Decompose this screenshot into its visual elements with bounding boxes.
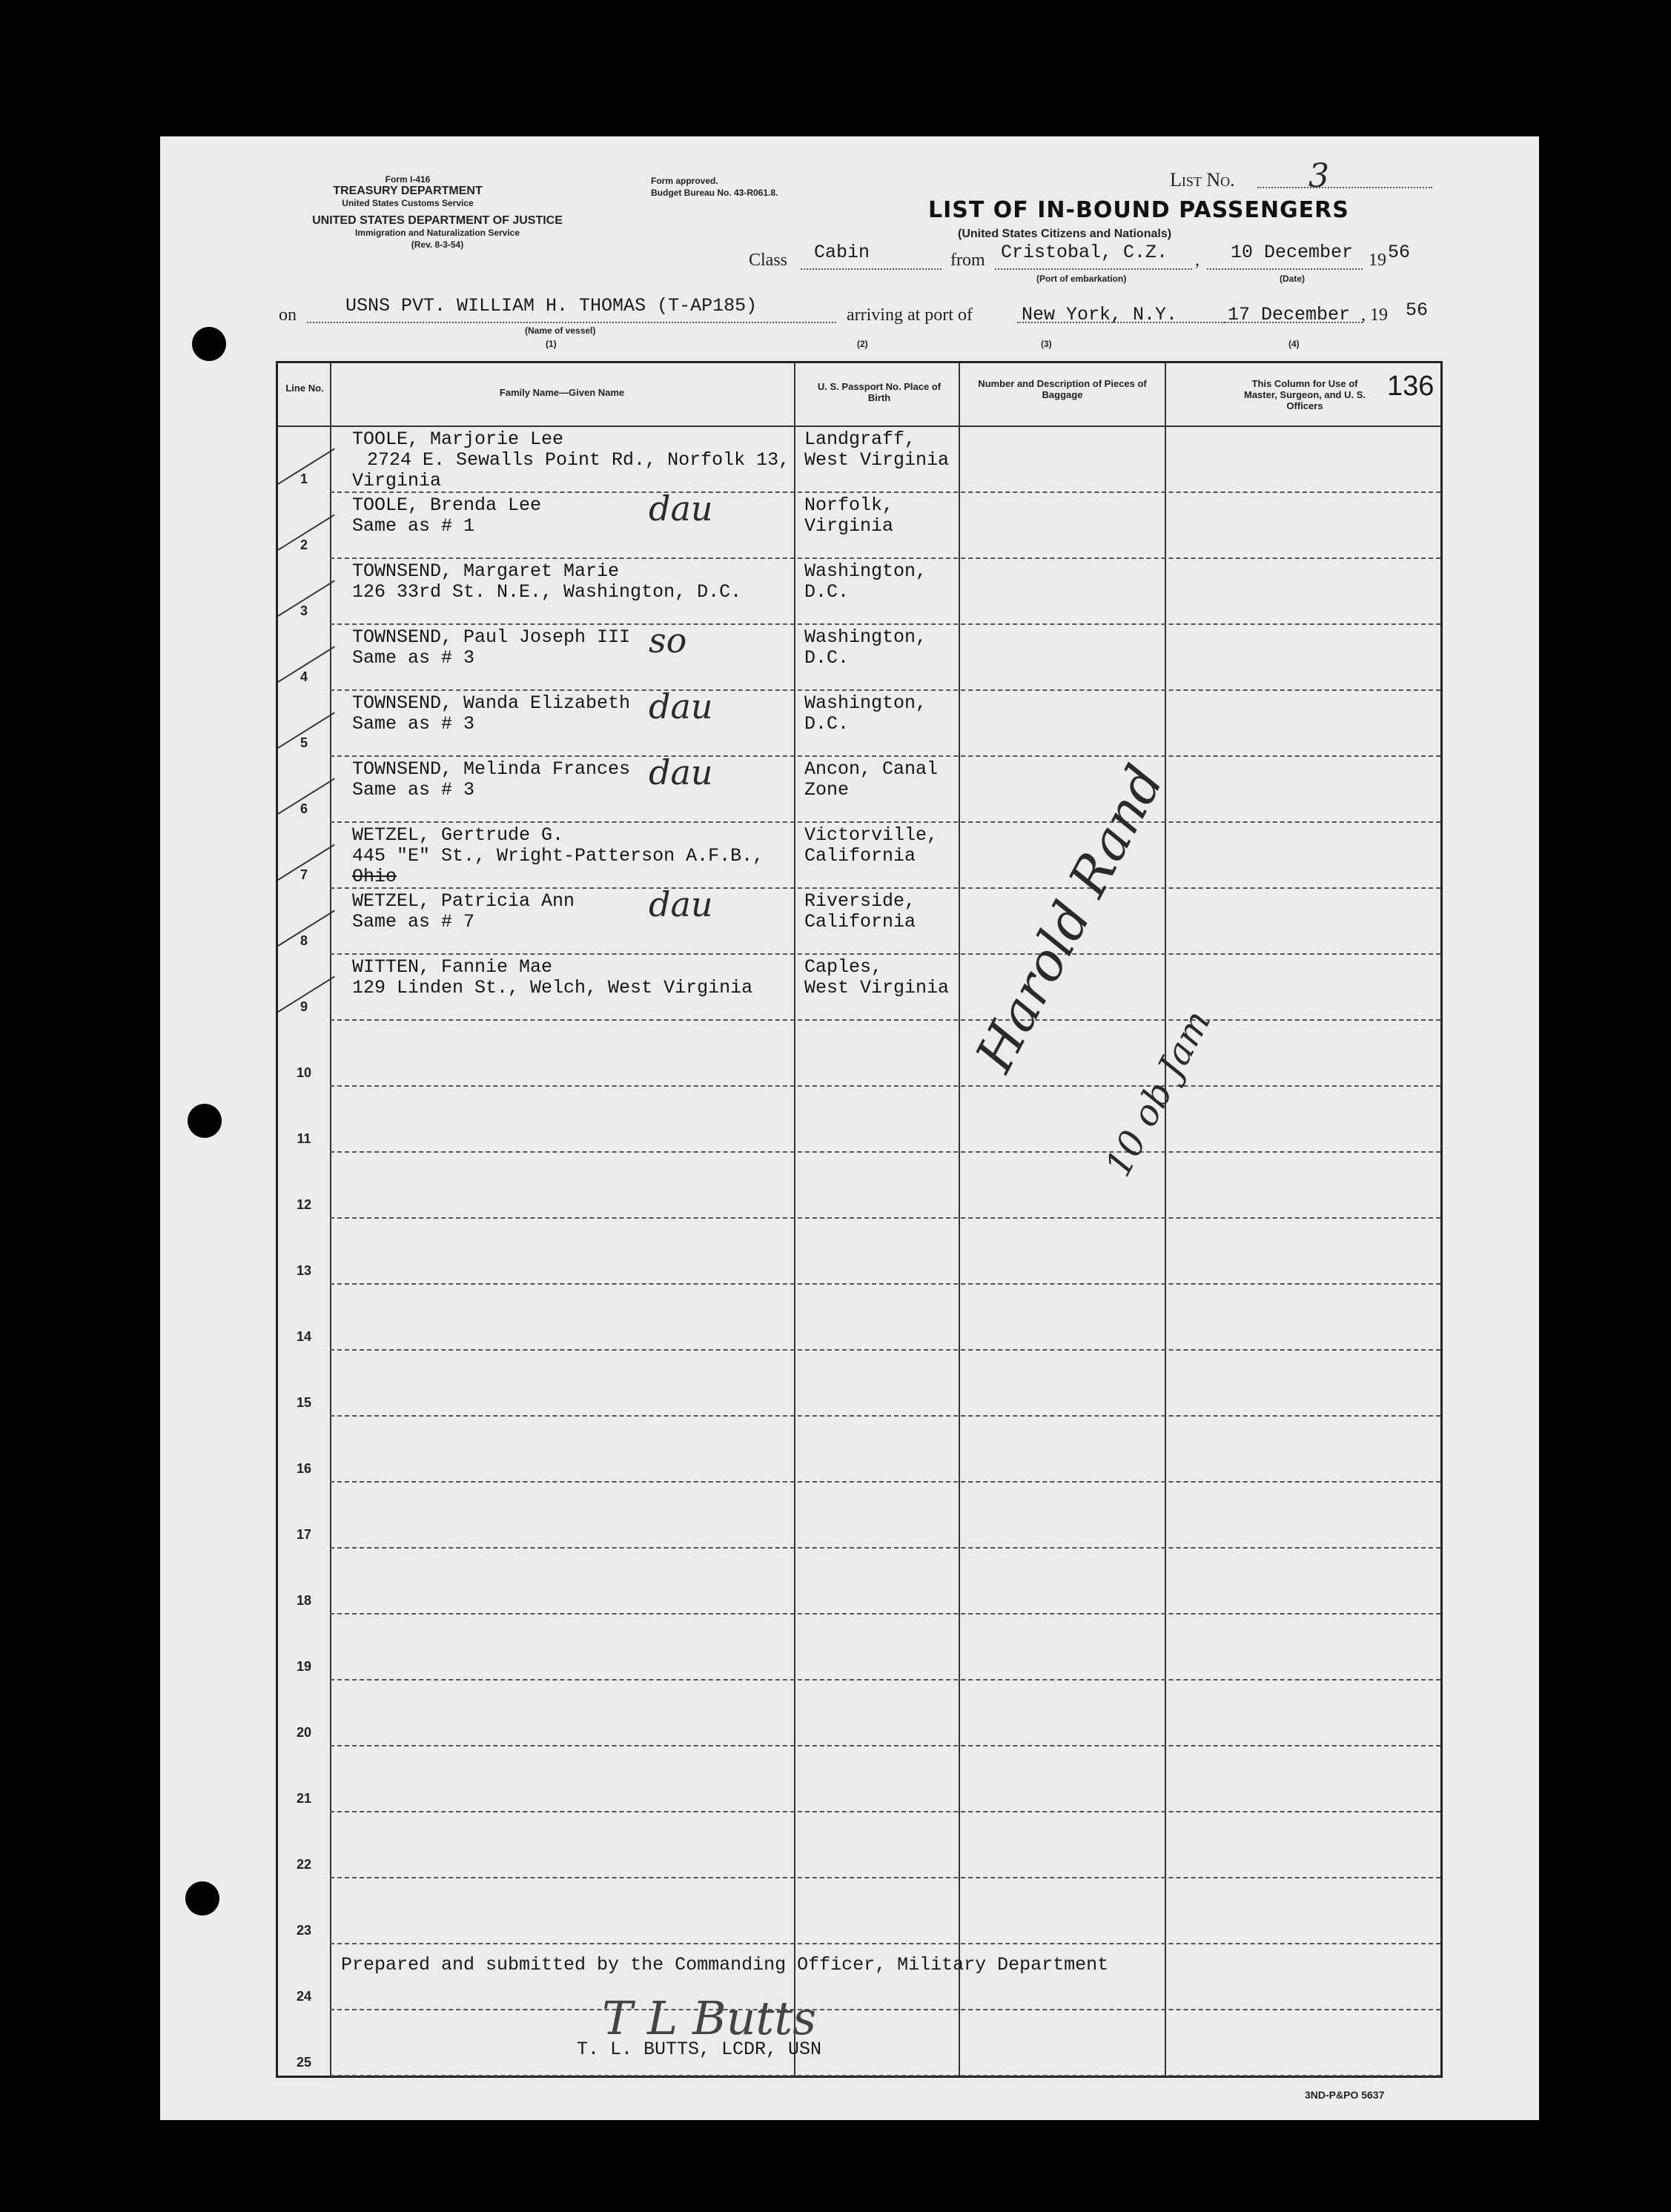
col-number-4: (4): [1288, 339, 1300, 349]
punch-hole-middle: [188, 1104, 222, 1138]
birthplace-line2: West Virginia: [804, 449, 950, 471]
line-number: 18: [296, 1593, 312, 1608]
passenger-address: Same as # 3: [352, 779, 475, 801]
official-handwritten-note: 10 ob Jam: [1097, 1004, 1220, 1184]
birthplace-line2: Zone: [804, 779, 850, 801]
birthplace-line1: Washington,: [804, 692, 927, 714]
approval-block: [651, 175, 778, 199]
table-row: [278, 1878, 1440, 1944]
passenger-address: Same as # 3: [352, 713, 475, 735]
passenger-address-line2: Ohio: [352, 866, 397, 887]
form-approved: Form approved.: [651, 176, 718, 186]
line-number: 16: [296, 1461, 312, 1476]
passenger-address-line2: Virginia: [352, 470, 442, 491]
treasury-dept: TREASURY DEPARTMENT: [333, 185, 483, 197]
line-number: 4: [300, 669, 308, 684]
table-row: [278, 620, 1440, 691]
col-header-name: Family Name—Given Name: [499, 387, 625, 398]
date-year: 56: [1388, 242, 1411, 263]
arrival-date: 17 December: [1228, 304, 1351, 325]
table-row: [278, 1021, 1440, 1087]
table-row: [278, 1219, 1440, 1285]
birthplace-line1: Landgraff,: [804, 428, 916, 450]
passenger-address: Same as # 3: [352, 647, 475, 669]
line-number: 11: [297, 1131, 311, 1146]
arriving-label: arriving at port of: [847, 305, 973, 325]
table-row: [278, 1680, 1440, 1746]
date-caption: (Date): [1280, 274, 1306, 284]
col-number-2: (2): [857, 339, 868, 349]
vessel-value: USNS PVT. WILLIAM H. THOMAS (T-AP185): [345, 295, 758, 317]
passenger-name: TOWNSEND, Paul Joseph III: [352, 626, 631, 648]
table-row: [278, 1615, 1440, 1680]
date-value: 10 December: [1231, 242, 1354, 263]
revision: (Rev. 8-3-54): [411, 239, 464, 250]
class-value: Cabin: [814, 242, 870, 263]
embark-caption: (Port of embarkation): [1036, 274, 1127, 284]
passenger-address: 2724 E. Sewalls Point Rd., Norfolk 13,: [367, 449, 790, 471]
from-value: Cristobal, C.Z.: [1001, 242, 1168, 263]
relationship-note: dau: [649, 752, 713, 792]
line-number: 9: [300, 999, 308, 1014]
line-number: 22: [296, 1857, 312, 1872]
class-line: [801, 268, 942, 270]
prepared-statement: Prepared and submitted by the Commanding Officer, Military Department: [341, 1954, 1109, 1976]
passenger-name: TOWNSEND, Margaret Marie: [352, 560, 620, 582]
line-number: 7: [300, 867, 308, 882]
from-line: [995, 268, 1192, 270]
passenger-address: Same as # 7: [352, 911, 475, 933]
vessel-caption: (Name of vessel): [525, 325, 596, 336]
line-number: 3: [300, 603, 308, 618]
vessel-col-number: (1): [546, 339, 557, 349]
table-row: [278, 1087, 1440, 1153]
punch-hole-bottom: [185, 1881, 219, 1915]
table-row: [278, 2010, 1440, 2076]
relationship-note: dau: [649, 884, 713, 924]
birthplace-line1: Ancon, Canal: [804, 758, 939, 780]
line-number: 19: [296, 1659, 312, 1674]
table-row: [278, 427, 1440, 493]
table-row: [278, 489, 1440, 559]
line-number: 23: [296, 1923, 312, 1938]
date-line: [1207, 268, 1363, 270]
line-number: 25: [296, 2055, 312, 2070]
line-number: 13: [296, 1263, 312, 1278]
passenger-name: WETZEL, Patricia Ann: [352, 890, 575, 912]
line-number: 12: [296, 1197, 312, 1212]
budget-bureau: Budget Bureau No. 43-R061.8.: [651, 188, 778, 198]
arrival-year: 56: [1406, 299, 1429, 321]
table-row: [278, 1285, 1440, 1351]
table-row: [278, 1549, 1440, 1615]
passenger-name: WITTEN, Fannie Mae: [352, 956, 553, 978]
table-row: [278, 1153, 1440, 1219]
from-label: from: [950, 251, 985, 270]
customs-service: United States Customs Service: [342, 198, 474, 208]
passenger-name: WETZEL, Gertrude G.: [352, 824, 564, 846]
birthplace-line1: Victorville,: [804, 824, 939, 846]
agency-block: [267, 173, 549, 209]
port-value: New York, N.Y.: [1022, 304, 1178, 325]
table-row: [278, 686, 1440, 757]
line-number: 20: [296, 1725, 312, 1740]
birthplace-line2: Virginia: [804, 515, 894, 537]
passenger-name: TOWNSEND, Wanda Elizabeth: [352, 692, 631, 714]
form-subtitle: (United States Citizens and Nationals): [958, 228, 1172, 240]
line-number: 24: [296, 1989, 312, 2004]
official-handwritten-name: Harold Rand: [964, 755, 1176, 1082]
line-number: 10: [296, 1065, 312, 1080]
form-number: Form I-416: [385, 174, 431, 185]
row-rule: [330, 2075, 1440, 2076]
table-row: [278, 955, 1440, 1021]
date-comma: ,: [1195, 251, 1200, 270]
signature: T L Butts: [602, 1991, 817, 2045]
line-number: 21: [296, 1791, 312, 1806]
table-row: [278, 1417, 1440, 1483]
table-row: [278, 1351, 1440, 1417]
punch-hole-top: [192, 327, 226, 361]
passenger-name: TOOLE, Brenda Lee: [352, 494, 542, 516]
birthplace-line2: West Virginia: [804, 977, 950, 999]
birthplace-line1: Riverside,: [804, 890, 916, 912]
page-number: 136: [1387, 371, 1435, 402]
list-no-line: [1257, 187, 1432, 188]
col-header-line: Line No.: [285, 383, 324, 394]
arrival-year-prefix: , 19: [1361, 305, 1388, 325]
table-row: [278, 1812, 1440, 1878]
justice-dept: UNITED STATES DEPARTMENT OF JUSTICE: [312, 214, 563, 227]
justice-block: [267, 215, 608, 251]
table-row: [278, 752, 1440, 823]
passenger-name: TOOLE, Marjorie Lee: [352, 428, 564, 450]
list-no-label: List No.: [1170, 169, 1235, 191]
vessel-line: [307, 322, 836, 323]
birthplace-line1: Washington,: [804, 626, 927, 648]
col-number-3: (3): [1041, 339, 1052, 349]
col-header-passport: U. S. Passport No. Place of Birth: [817, 381, 942, 403]
relationship-note: dau: [649, 686, 713, 726]
printer-code: 3ND-P&PO 5637: [1305, 2089, 1385, 2101]
class-label: Class: [749, 251, 788, 270]
table-row: [278, 884, 1440, 955]
birthplace-line2: D.C.: [804, 713, 850, 735]
passenger-table: [276, 361, 1443, 2078]
line-number: 1: [300, 471, 308, 486]
line-number: 14: [296, 1329, 312, 1344]
date-year-prefix: 19: [1369, 251, 1386, 270]
line-number: 8: [300, 933, 308, 948]
passenger-address: 129 Linden St., Welch, West Virginia: [352, 977, 753, 999]
col-header-official: This Column for Use of Master, Surgeon, and U. S. Officers: [1244, 378, 1366, 411]
birthplace-line1: Norfolk,: [804, 494, 894, 516]
relationship-note: so: [649, 620, 687, 660]
birthplace-line1: Caples,: [804, 956, 883, 978]
table-row: [278, 1483, 1440, 1549]
table-row: [278, 823, 1440, 889]
table-row: [278, 1746, 1440, 1812]
line-number: 2: [300, 537, 308, 552]
list-no-value: 3: [1308, 157, 1329, 195]
officer-name: T. L. BUTTS, LCDR, USN: [577, 2039, 822, 2060]
birthplace-line1: Washington,: [804, 560, 927, 582]
on-label: on: [279, 305, 297, 325]
birthplace-line2: California: [804, 845, 916, 867]
line-number: 17: [296, 1527, 312, 1542]
ins-service: Immigration and Naturalization Service: [354, 228, 520, 238]
birthplace-line2: D.C.: [804, 581, 850, 603]
line-number: 5: [300, 735, 308, 750]
table-row: [278, 559, 1440, 625]
passenger-name: TOWNSEND, Melinda Frances: [352, 758, 631, 780]
line-number: 15: [296, 1395, 312, 1410]
form-title: LIST OF IN-BOUND PASSENGERS: [928, 197, 1349, 223]
line-number: 6: [300, 801, 308, 816]
birthplace-line2: California: [804, 911, 916, 933]
passenger-address: 126 33rd St. N.E., Washington, D.C.: [352, 581, 742, 603]
passenger-address: 445 "E" St., Wright-Patterson A.F.B.,: [352, 845, 764, 867]
col-header-baggage: Number and Description of Pieces of Baggage: [978, 378, 1147, 400]
birthplace-line2: D.C.: [804, 647, 850, 669]
relationship-note: dau: [649, 489, 713, 529]
passenger-address: Same as # 1: [352, 515, 475, 537]
